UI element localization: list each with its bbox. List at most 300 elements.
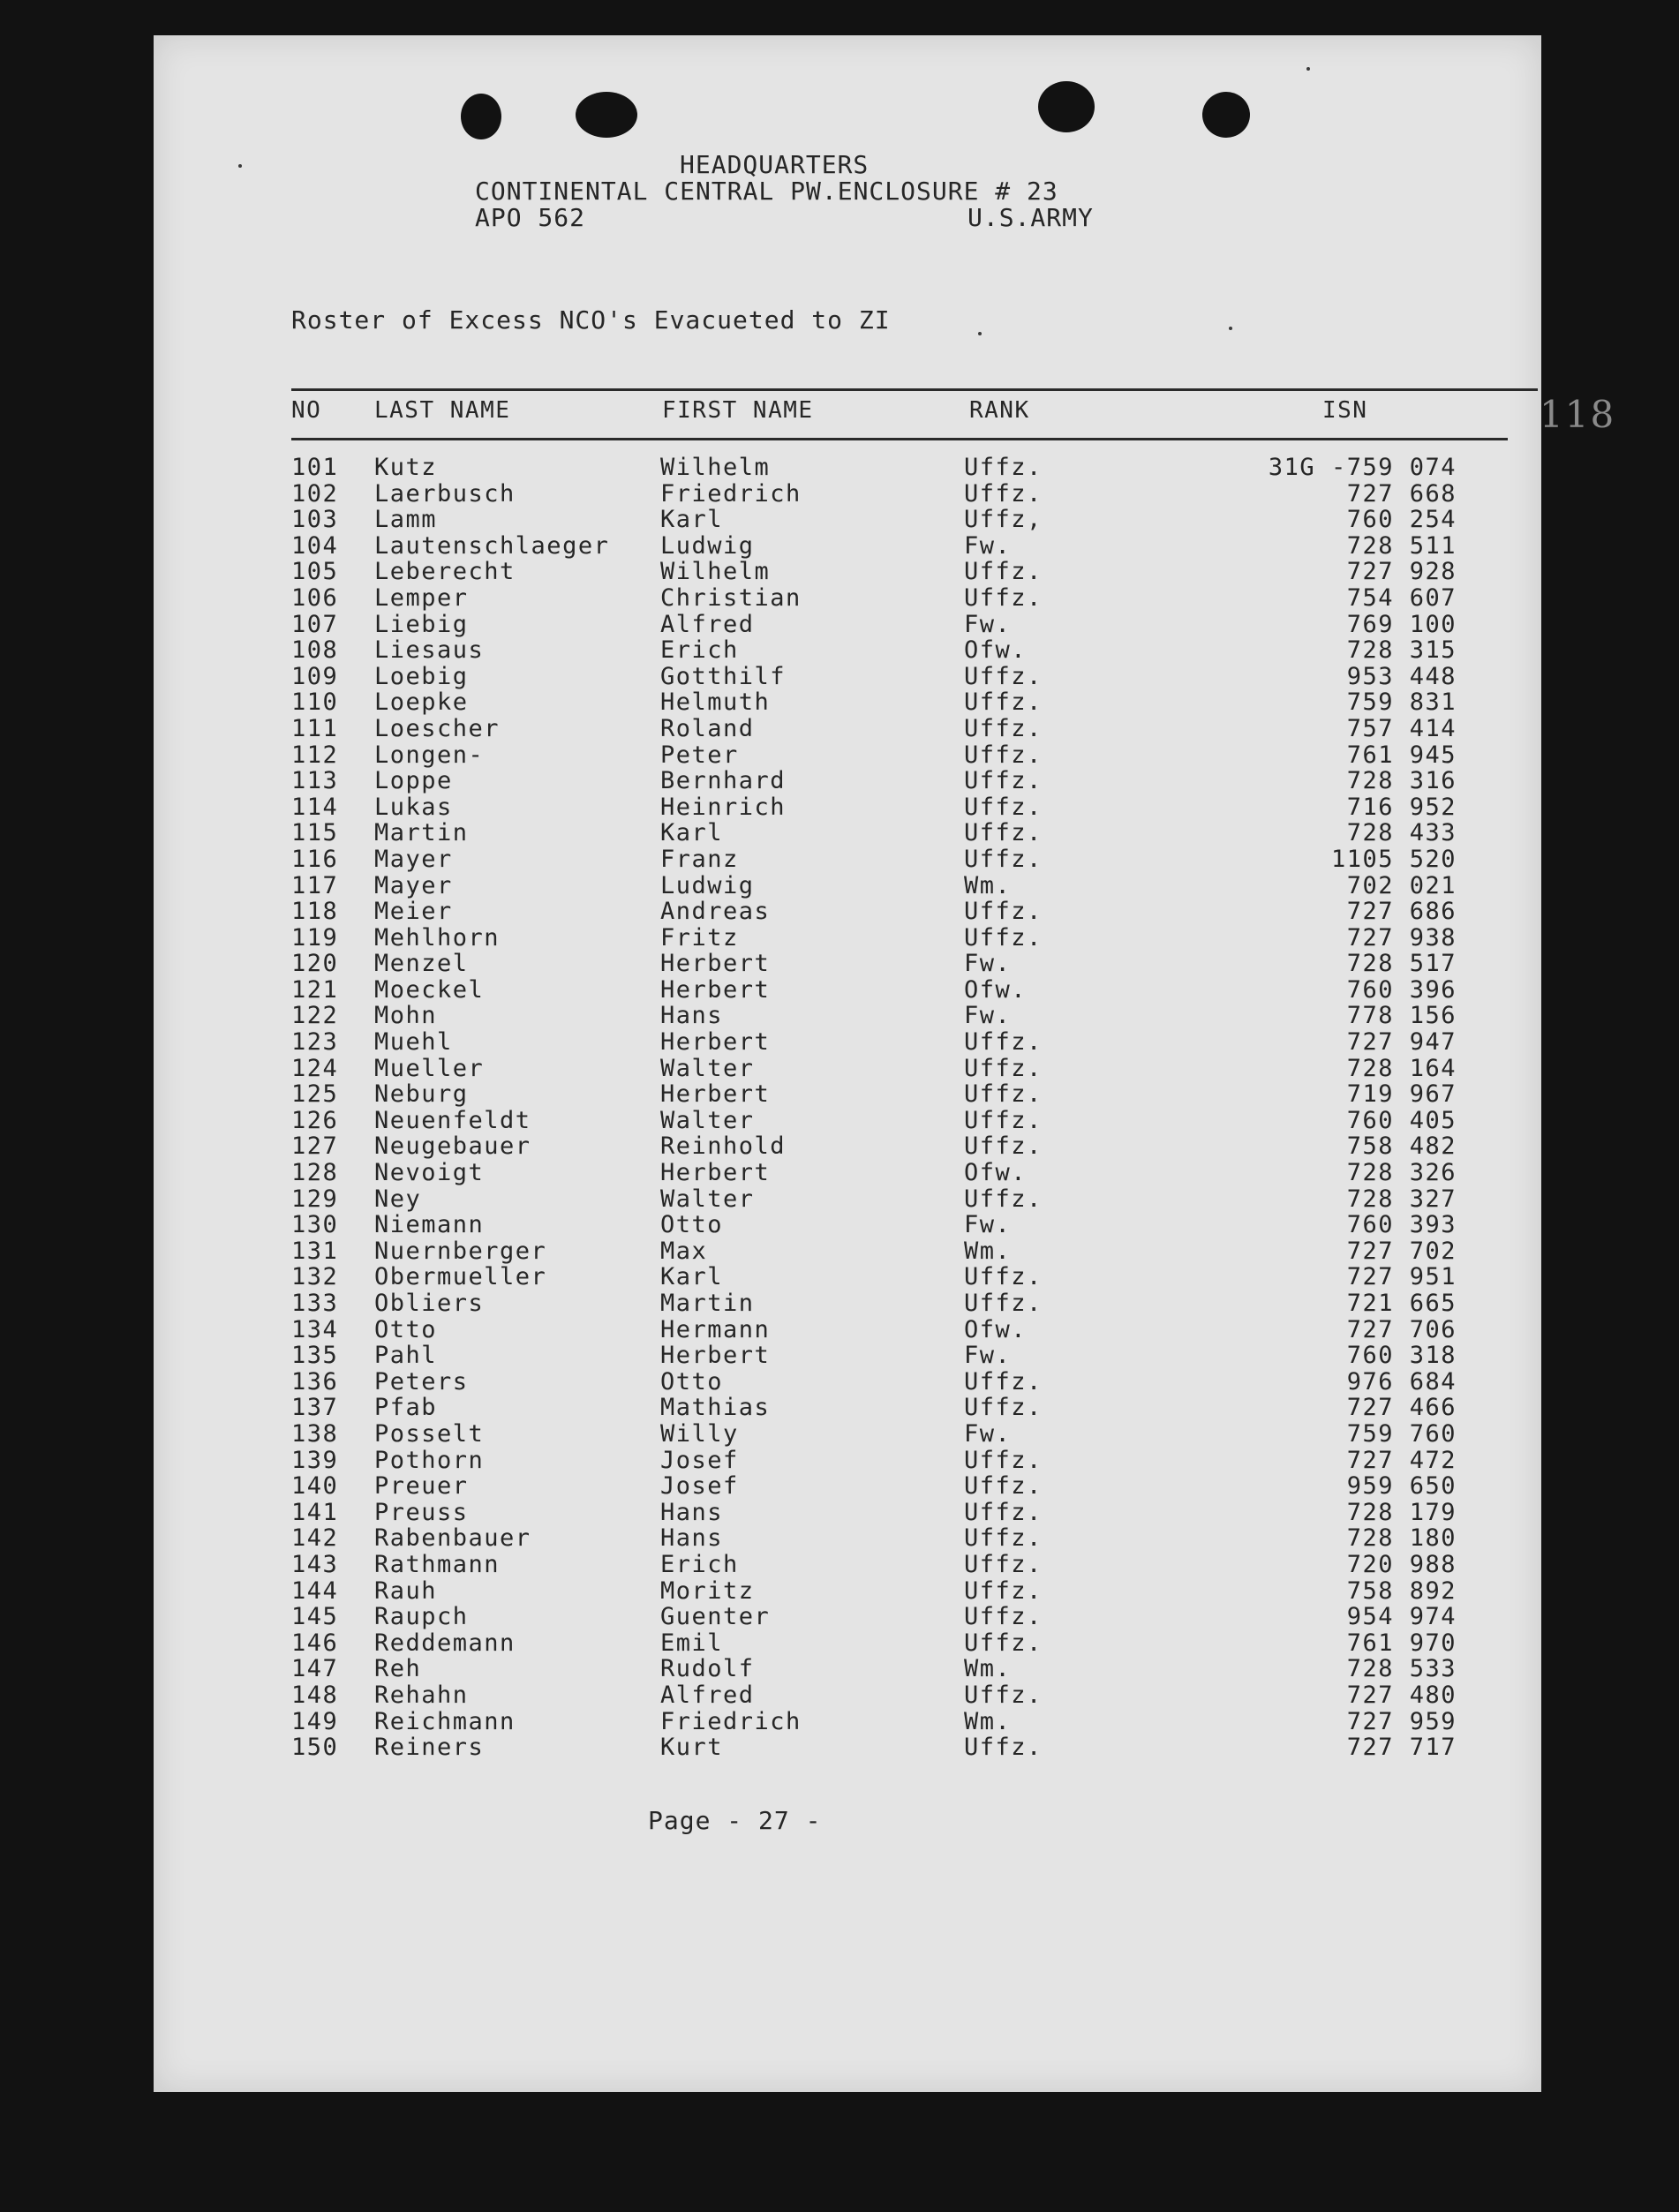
first-name: Willy — [660, 1419, 739, 1448]
isn: 778 156 — [1346, 1002, 1457, 1030]
first-name: Herbert — [660, 1342, 771, 1370]
first-name: Wilhelm — [660, 558, 771, 586]
isn: 721 665 — [1346, 1290, 1457, 1317]
row-number: 105 — [291, 558, 339, 586]
row-number: 134 — [291, 1315, 339, 1343]
punch-hole — [1038, 81, 1095, 132]
row-number: 131 — [291, 1237, 339, 1265]
first-name: Moritz — [660, 1576, 755, 1605]
first-name: Guenter — [660, 1603, 771, 1631]
isn: 719 967 — [1346, 1080, 1457, 1109]
isn: 754 607 — [1346, 583, 1457, 612]
handwritten-page-number: 118 — [1540, 393, 1616, 436]
rank: Uffz. — [964, 741, 1043, 769]
table-row — [291, 1159, 1457, 1185]
rank: Uffz. — [964, 454, 1043, 481]
table-row — [291, 1551, 1457, 1577]
punch-hole — [576, 92, 637, 138]
row-number: 127 — [291, 1132, 339, 1161]
row-number: 102 — [291, 479, 339, 508]
row-number: 137 — [291, 1394, 339, 1422]
table-row — [291, 1342, 1457, 1368]
last-name: Longen- — [374, 741, 485, 769]
isn: 727 717 — [1346, 1734, 1457, 1762]
rank: Wm. — [964, 1237, 1012, 1265]
row-number: 114 — [291, 793, 339, 821]
table-row — [291, 794, 1457, 820]
row-number: 120 — [291, 950, 339, 978]
isn: 760 254 — [1346, 506, 1457, 534]
isn: 727 947 — [1346, 1028, 1457, 1057]
rank: Uffz. — [964, 1603, 1043, 1631]
last-name: Neuenfeldt — [374, 1106, 531, 1134]
first-name: Friedrich — [660, 479, 802, 508]
last-name: Niemann — [374, 1211, 485, 1239]
first-name: Erich — [660, 636, 739, 665]
first-name: Mathias — [660, 1394, 771, 1422]
table-row — [291, 1499, 1457, 1525]
table-row — [291, 1603, 1457, 1629]
last-name: Reichmann — [374, 1707, 516, 1735]
row-number: 121 — [291, 975, 339, 1004]
first-name: Friedrich — [660, 1707, 802, 1735]
isn: 727 928 — [1346, 558, 1457, 586]
isn: 727 472 — [1346, 1446, 1457, 1474]
header-army: U.S.ARMY — [967, 203, 1094, 232]
rank: Uffz. — [964, 714, 1043, 742]
rank: Uffz. — [964, 1576, 1043, 1605]
table-row — [291, 663, 1457, 689]
column-header-no: NO — [291, 397, 322, 424]
rank: Uffz. — [964, 662, 1043, 690]
table-row — [291, 1472, 1457, 1499]
rank: Uffz. — [964, 1681, 1043, 1709]
table-row — [291, 1055, 1457, 1081]
isn: 727 959 — [1346, 1707, 1457, 1735]
row-number: 109 — [291, 662, 339, 690]
row-number: 140 — [291, 1472, 339, 1501]
table-row — [291, 1629, 1457, 1656]
row-number: 119 — [291, 923, 339, 952]
last-name: Pahl — [374, 1342, 438, 1370]
row-number: 142 — [291, 1524, 339, 1553]
rank: Fw. — [964, 1211, 1012, 1239]
row-number: 145 — [291, 1603, 339, 1631]
row-number: 107 — [291, 610, 339, 638]
table-row — [291, 636, 1457, 663]
first-name: Alfred — [660, 1681, 755, 1709]
last-name: Otto — [374, 1315, 438, 1343]
first-name: Ludwig — [660, 531, 755, 560]
last-name: Menzel — [374, 950, 469, 978]
row-number: 147 — [291, 1655, 339, 1683]
row-number: 125 — [291, 1080, 339, 1109]
rank: Wm. — [964, 1655, 1012, 1683]
rank: Uffz. — [964, 558, 1043, 586]
punch-hole — [1202, 92, 1250, 138]
rank: Uffz, — [964, 506, 1043, 534]
last-name: Mohn — [374, 1002, 438, 1030]
last-name: Lamm — [374, 506, 438, 534]
last-name: Meier — [374, 898, 453, 926]
rank: Ofw. — [964, 1315, 1028, 1343]
isn: 758 482 — [1346, 1132, 1457, 1161]
row-number: 150 — [291, 1734, 339, 1762]
table-row — [291, 846, 1457, 872]
isn: 760 393 — [1346, 1211, 1457, 1239]
first-name: Roland — [660, 714, 755, 742]
isn: 728 180 — [1346, 1524, 1457, 1553]
isn: 728 179 — [1346, 1498, 1457, 1526]
row-number: 139 — [291, 1446, 339, 1474]
table-row — [291, 1132, 1457, 1159]
row-number: 118 — [291, 898, 339, 926]
last-name: Loescher — [374, 714, 501, 742]
isn: 759 831 — [1346, 688, 1457, 717]
rank: Uffz. — [964, 1054, 1043, 1082]
table-row — [291, 950, 1457, 976]
first-name: Herbert — [660, 950, 771, 978]
last-name: Reddemann — [374, 1629, 516, 1657]
row-number: 136 — [291, 1367, 339, 1396]
last-name: Laerbusch — [374, 479, 516, 508]
row-number: 103 — [291, 506, 339, 534]
isn: 760 318 — [1346, 1342, 1457, 1370]
isn: 976 684 — [1346, 1367, 1457, 1396]
isn: 702 021 — [1346, 871, 1457, 899]
last-name: Obermueller — [374, 1263, 547, 1291]
document-page — [154, 35, 1616, 2092]
first-name: Christian — [660, 583, 802, 612]
table-header-row — [291, 397, 1510, 427]
isn: 728 433 — [1346, 819, 1457, 847]
row-number: 108 — [291, 636, 339, 665]
row-number: 149 — [291, 1707, 339, 1735]
first-name: Herbert — [660, 975, 771, 1004]
row-number: 104 — [291, 531, 339, 560]
last-name: Loebig — [374, 662, 469, 690]
isn: 727 480 — [1346, 1681, 1457, 1709]
table-row — [291, 1185, 1457, 1212]
row-number: 117 — [291, 871, 339, 899]
rank: Uffz. — [964, 767, 1043, 795]
row-number: 116 — [291, 845, 339, 873]
table-row — [291, 872, 1457, 899]
speck — [238, 164, 242, 168]
table-row — [291, 1290, 1457, 1316]
table-row — [291, 1577, 1457, 1604]
row-number: 128 — [291, 1159, 339, 1187]
row-number: 112 — [291, 741, 339, 769]
rank: Uffz. — [964, 793, 1043, 821]
last-name: Neugebauer — [374, 1132, 531, 1161]
roster-table-body — [291, 454, 1457, 1760]
isn: 728 327 — [1346, 1185, 1457, 1213]
table-row — [291, 1734, 1457, 1760]
last-name: Pothorn — [374, 1446, 485, 1474]
row-number: 141 — [291, 1498, 339, 1526]
header-line2: CONTINENTAL CENTRAL PW.ENCLOSURE # 23 — [475, 177, 1058, 206]
isn: 954 974 — [1346, 1603, 1457, 1631]
last-name: Nevoigt — [374, 1159, 485, 1187]
rank: Uffz. — [964, 583, 1043, 612]
rank: Fw. — [964, 1002, 1012, 1030]
isn: 728 326 — [1346, 1159, 1457, 1187]
last-name: Mayer — [374, 871, 453, 899]
rank: Ofw. — [964, 975, 1028, 1004]
rank: Uffz. — [964, 1734, 1043, 1762]
first-name: Walter — [660, 1185, 755, 1213]
first-name: Fritz — [660, 923, 739, 952]
isn: 728 316 — [1346, 767, 1457, 795]
row-number: 129 — [291, 1185, 339, 1213]
table-row — [291, 480, 1457, 507]
last-name: Mayer — [374, 845, 453, 873]
isn: 727 466 — [1346, 1394, 1457, 1422]
first-name: Hans — [660, 1498, 724, 1526]
row-number: 122 — [291, 1002, 339, 1030]
isn: 728 164 — [1346, 1054, 1457, 1082]
last-name: Pfab — [374, 1394, 438, 1422]
isn: 959 650 — [1346, 1472, 1457, 1501]
table-row — [291, 1655, 1457, 1682]
last-name: Mehlhorn — [374, 923, 501, 952]
last-name: Leberecht — [374, 558, 516, 586]
first-name: Herbert — [660, 1028, 771, 1057]
table-row — [291, 1524, 1457, 1551]
table-header-rule — [291, 438, 1508, 440]
isn: 716 952 — [1346, 793, 1457, 821]
rank: Wm. — [964, 871, 1012, 899]
punch-hole — [461, 94, 501, 139]
row-number: 144 — [291, 1576, 339, 1605]
first-name: Karl — [660, 1263, 724, 1291]
last-name: Nuernberger — [374, 1237, 547, 1265]
isn: 727 951 — [1346, 1263, 1457, 1291]
last-name: Obliers — [374, 1290, 485, 1317]
last-name: Loppe — [374, 767, 453, 795]
first-name: Erich — [660, 1550, 739, 1578]
rank: Fw. — [964, 610, 1012, 638]
table-row — [291, 558, 1457, 584]
rank: Uffz. — [964, 898, 1043, 926]
last-name: Lautenschlaeger — [374, 531, 610, 560]
table-row — [291, 1316, 1457, 1343]
last-name: Posselt — [374, 1419, 485, 1448]
first-name: Peter — [660, 741, 739, 769]
rank: Uffz. — [964, 923, 1043, 952]
table-row — [291, 1263, 1457, 1290]
row-number: 135 — [291, 1342, 339, 1370]
header-line1: HEADQUARTERS — [680, 150, 870, 179]
isn: 727 938 — [1346, 923, 1457, 952]
first-name: Reinhold — [660, 1132, 787, 1161]
row-number: 110 — [291, 688, 339, 717]
first-name: Rudolf — [660, 1655, 755, 1683]
roster-title: Roster of Excess NCO's Evacueted to ZI — [291, 305, 891, 335]
table-row — [291, 1447, 1457, 1473]
table-row — [291, 1028, 1457, 1055]
rank: Ofw. — [964, 1159, 1028, 1187]
table-row — [291, 741, 1457, 768]
last-name: Neburg — [374, 1080, 469, 1109]
rank: Fw. — [964, 950, 1012, 978]
first-name: Gotthilf — [660, 662, 787, 690]
first-name: Bernhard — [660, 767, 787, 795]
first-name: Karl — [660, 819, 724, 847]
table-row — [291, 1394, 1457, 1420]
last-name: Loepke — [374, 688, 469, 717]
row-number: 106 — [291, 583, 339, 612]
last-name: Liesaus — [374, 636, 485, 665]
first-name: Martin — [660, 1290, 755, 1317]
table-row — [291, 976, 1457, 1003]
isn: 760 396 — [1346, 975, 1457, 1004]
rank: Wm. — [964, 1707, 1012, 1735]
isn: 759 760 — [1346, 1419, 1457, 1448]
table-row — [291, 1080, 1457, 1107]
last-name: Preuer — [374, 1472, 469, 1501]
table-row — [291, 1238, 1457, 1264]
table-top-rule — [291, 388, 1538, 391]
isn: 31G -759 074 — [1268, 454, 1457, 481]
rank: Uffz. — [964, 1080, 1043, 1109]
rank: Uffz. — [964, 1472, 1043, 1501]
last-name: Peters — [374, 1367, 469, 1396]
isn: 761 945 — [1346, 741, 1457, 769]
first-name: Walter — [660, 1106, 755, 1134]
last-name: Moeckel — [374, 975, 485, 1004]
rank: Uffz. — [964, 1367, 1043, 1396]
table-row — [291, 819, 1457, 846]
row-number: 138 — [291, 1419, 339, 1448]
speck — [1306, 67, 1310, 71]
isn: 727 668 — [1346, 479, 1457, 508]
isn: 760 405 — [1346, 1106, 1457, 1134]
isn: 761 970 — [1346, 1629, 1457, 1657]
rank: Uffz. — [964, 688, 1043, 717]
last-name: Rabenbauer — [374, 1524, 531, 1553]
last-name: Lemper — [374, 583, 469, 612]
isn: 720 988 — [1346, 1550, 1457, 1578]
last-name: Ney — [374, 1185, 422, 1213]
rank: Uffz. — [964, 1106, 1043, 1134]
last-name: Rathmann — [374, 1550, 501, 1578]
first-name: Wilhelm — [660, 454, 771, 481]
rank: Uffz. — [964, 1550, 1043, 1578]
table-row — [291, 1211, 1457, 1238]
table-row — [291, 688, 1457, 715]
row-number: 126 — [291, 1106, 339, 1134]
last-name: Martin — [374, 819, 469, 847]
first-name: Herbert — [660, 1080, 771, 1109]
header-apo: APO 562 — [475, 203, 586, 232]
last-name: Liebig — [374, 610, 469, 638]
rank: Uffz. — [964, 479, 1043, 508]
first-name: Ludwig — [660, 871, 755, 899]
table-row — [291, 715, 1457, 741]
last-name: Kutz — [374, 454, 438, 481]
last-name: Lukas — [374, 793, 453, 821]
rank: Uffz. — [964, 1446, 1043, 1474]
last-name: Muehl — [374, 1028, 453, 1057]
first-name: Josef — [660, 1446, 739, 1474]
isn: 769 100 — [1346, 610, 1457, 638]
row-number: 123 — [291, 1028, 339, 1057]
isn: 757 414 — [1346, 714, 1457, 742]
rank: Uffz. — [964, 845, 1043, 873]
first-name: Max — [660, 1237, 708, 1265]
table-row — [291, 1002, 1457, 1028]
isn: 728 511 — [1346, 531, 1457, 560]
rank: Uffz. — [964, 1629, 1043, 1657]
first-name: Karl — [660, 506, 724, 534]
row-number: 124 — [291, 1054, 339, 1082]
last-name: Mueller — [374, 1054, 485, 1082]
row-number: 146 — [291, 1629, 339, 1657]
row-number: 113 — [291, 767, 339, 795]
last-name: Rehahn — [374, 1681, 469, 1709]
row-number: 133 — [291, 1290, 339, 1317]
isn: 953 448 — [1346, 662, 1457, 690]
isn: 728 533 — [1346, 1655, 1457, 1683]
rank: Uffz. — [964, 1132, 1043, 1161]
first-name: Franz — [660, 845, 739, 873]
first-name: Alfred — [660, 610, 755, 638]
table-row — [291, 924, 1457, 951]
rank: Uffz. — [964, 819, 1043, 847]
rank: Ofw. — [964, 636, 1028, 665]
rank: Uffz. — [964, 1290, 1043, 1317]
first-name: Hermann — [660, 1315, 771, 1343]
column-header-rank: RANK — [969, 397, 1030, 424]
first-name: Helmuth — [660, 688, 771, 717]
rank: Fw. — [964, 531, 1012, 560]
row-number: 132 — [291, 1263, 339, 1291]
last-name: Reh — [374, 1655, 422, 1683]
first-name: Hans — [660, 1524, 724, 1553]
first-name: Josef — [660, 1472, 739, 1501]
rank: Uffz. — [964, 1263, 1043, 1291]
table-row — [291, 1107, 1457, 1133]
last-name: Reiners — [374, 1734, 485, 1762]
table-row — [291, 767, 1457, 794]
first-name: Walter — [660, 1054, 755, 1082]
isn: 727 686 — [1346, 898, 1457, 926]
table-row — [291, 611, 1457, 637]
column-header-isn: ISN — [1322, 397, 1368, 424]
rank: Fw. — [964, 1419, 1012, 1448]
speck — [1229, 327, 1232, 330]
rank: Uffz. — [964, 1524, 1043, 1553]
first-name: Herbert — [660, 1159, 771, 1187]
table-row — [291, 454, 1457, 480]
table-row — [291, 1420, 1457, 1447]
rank: Uffz. — [964, 1394, 1043, 1422]
table-row — [291, 898, 1457, 924]
page-footer: Page - 27 - — [648, 1806, 822, 1835]
row-number: 101 — [291, 454, 339, 481]
row-number: 148 — [291, 1681, 339, 1709]
first-name: Heinrich — [660, 793, 787, 821]
row-number: 111 — [291, 714, 339, 742]
first-name: Otto — [660, 1367, 724, 1396]
speck — [978, 332, 982, 335]
table-row — [291, 1368, 1457, 1395]
table-row — [291, 1708, 1457, 1734]
table-row — [291, 532, 1457, 559]
row-number: 143 — [291, 1550, 339, 1578]
